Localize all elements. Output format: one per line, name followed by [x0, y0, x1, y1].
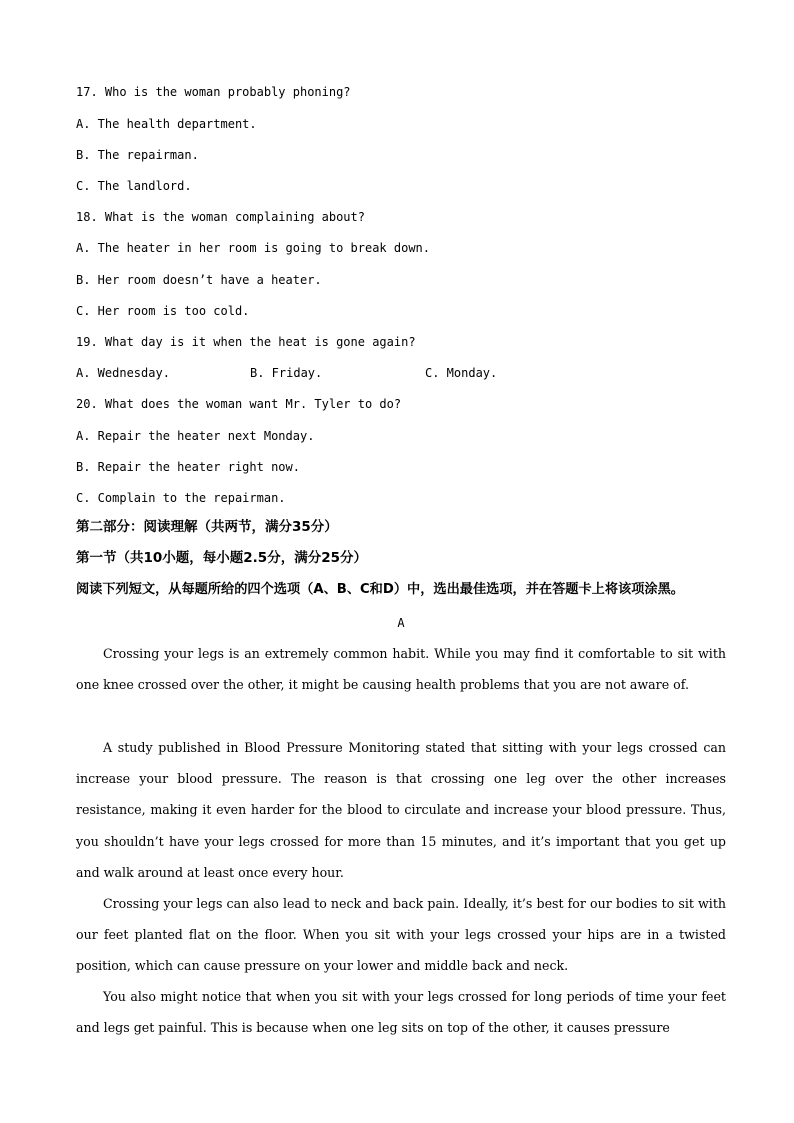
question-19-option-a: A. Wednesday.: [76, 366, 170, 380]
question-18-option-a: A. The heater in her room is going to break down.: [76, 241, 431, 255]
question-18-option-b: B. Her room doesn’t have a heater.: [76, 273, 322, 287]
question-17-stem: 17. Who is the woman probably phoning?: [76, 85, 351, 99]
section-one-title: 第一节（共10小题，每小题2.5分，满分25分）: [76, 550, 367, 566]
question-17-option-c: C. The landlord.: [76, 179, 192, 193]
question-17-option-a: A. The health department.: [76, 117, 257, 131]
question-20-option-a: A. Repair the heater next Monday.: [76, 429, 315, 443]
passage-paragraph-2: A study published in Blood Pressure Monitoring stated that sitting with your legs crossed can increase your blood pressure. The reason is that crossing one leg over the other increases resistance, making it even harder for the blood to circulate and increase your blood pressure. Thus, you shouldn’t have your legs crossed for more than 15 minutes, and it’s important that you get up and walk around at least once every hour.: [76, 740, 726, 880]
reading-instruction: 阅读下列短文，从每题所给的四个选项（A、B、C和D）中，选出最佳选项，并在答题卡上将该项涂黑。: [76, 582, 684, 597]
passage-paragraph-3: Crossing your legs can also lead to neck and back pain. Ideally, it’s best for our bodies to sit with our feet planted flat on the floor. When you sit with your legs crossed your hips are in a twisted position, which can cause pressure on your lower and middle back and neck.: [76, 896, 726, 974]
question-19-option-c: C. Monday.: [425, 366, 498, 380]
passage-paragraph-4: You also might notice that when you sit with your legs crossed for long periods of time your feet and legs get painful. This is because when one leg sits on top of the other, it causes pressure: [76, 989, 726, 1036]
question-18-stem: 18. What is the woman complaining about?: [76, 210, 365, 224]
question-19-options: [76, 365, 726, 381]
question-17-option-b: B. The repairman.: [76, 148, 199, 162]
part-two-title: 第二部分：阅读理解（共两节，满分35分）: [76, 519, 338, 535]
question-18-option-c: C. Her room is too cold.: [76, 304, 250, 318]
question-20-option-b: B. Repair the heater right now.: [76, 460, 300, 474]
passage-label: A: [397, 616, 405, 630]
passage-paragraph-1: Crossing your legs is an extremely common habit. While you may find it comfortable to sit with one knee crossed over the other, it might be causing health problems that you are not aware of.: [76, 646, 726, 693]
question-19-stem: 19. What day is it when the heat is gone again?: [76, 335, 416, 349]
question-20-stem: 20. What does the woman want Mr. Tyler to do?: [76, 397, 402, 411]
question-20-option-c: C. Complain to the repairman.: [76, 491, 286, 505]
question-19-option-b: B. Friday.: [250, 366, 323, 380]
